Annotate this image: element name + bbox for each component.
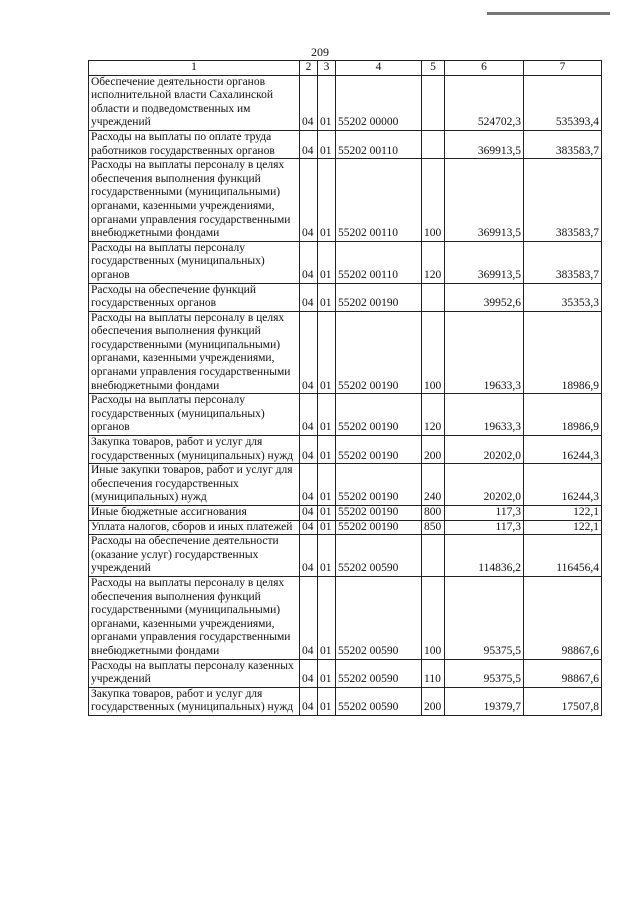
target-article-code: 55202 00110 bbox=[336, 159, 422, 242]
table-row bbox=[89, 130, 602, 158]
amount-col6: 524702,3 bbox=[445, 75, 524, 130]
expense-type-code: 200 bbox=[422, 687, 445, 715]
expense-type-code bbox=[422, 75, 445, 130]
section-code: 04 bbox=[300, 520, 318, 535]
expense-type-code: 110 bbox=[422, 659, 445, 687]
page-number: 209 bbox=[311, 45, 329, 59]
section-code: 04 bbox=[300, 535, 318, 577]
expense-type-code: 240 bbox=[422, 464, 445, 506]
table-row bbox=[89, 464, 602, 506]
column-header: 1 bbox=[89, 61, 300, 76]
expense-type-code: 120 bbox=[422, 241, 445, 283]
row-description: Расходы на обеспечение деятельности (оказание услуг) государственных учреждений bbox=[89, 535, 300, 577]
table-row bbox=[89, 283, 602, 311]
column-header: 3 bbox=[318, 61, 336, 76]
amount-col6: 369913,5 bbox=[445, 159, 524, 242]
target-article-code: 55202 00110 bbox=[336, 241, 422, 283]
row-description: Расходы на обеспечение функций государственных органов bbox=[89, 283, 300, 311]
subsection-code: 01 bbox=[318, 576, 336, 659]
column-header: 4 bbox=[336, 61, 422, 76]
table-row bbox=[89, 659, 602, 687]
subsection-code: 01 bbox=[318, 394, 336, 436]
subsection-code: 01 bbox=[318, 520, 336, 535]
amount-col6: 114836,2 bbox=[445, 535, 524, 577]
amount-col7: 16244,3 bbox=[524, 464, 602, 506]
table-row bbox=[89, 159, 602, 242]
amount-col6: 19633,3 bbox=[445, 394, 524, 436]
amount-col7: 122,1 bbox=[524, 506, 602, 521]
section-code: 04 bbox=[300, 659, 318, 687]
subsection-code: 01 bbox=[318, 75, 336, 130]
target-article-code: 55202 00110 bbox=[336, 130, 422, 158]
subsection-code: 01 bbox=[318, 283, 336, 311]
subsection-code: 01 bbox=[318, 159, 336, 242]
row-description: Расходы на выплаты персоналу казенных учреждений bbox=[89, 659, 300, 687]
amount-col7: 17507,8 bbox=[524, 687, 602, 715]
target-article-code: 55202 00590 bbox=[336, 576, 422, 659]
amount-col6: 369913,5 bbox=[445, 130, 524, 158]
column-header: 5 bbox=[422, 61, 445, 76]
subsection-code: 01 bbox=[318, 436, 336, 464]
table-row bbox=[89, 394, 602, 436]
column-header: 6 bbox=[445, 61, 524, 76]
amount-col7: 535393,4 bbox=[524, 75, 602, 130]
column-header: 7 bbox=[524, 61, 602, 76]
section-code: 04 bbox=[300, 687, 318, 715]
row-description: Закупка товаров, работ и услуг для государственных (муниципальных) нужд bbox=[89, 436, 300, 464]
target-article-code: 55202 00590 bbox=[336, 659, 422, 687]
section-code: 04 bbox=[300, 311, 318, 394]
amount-col7: 18986,9 bbox=[524, 394, 602, 436]
amount-col7: 98867,6 bbox=[524, 659, 602, 687]
target-article-code: 55202 00190 bbox=[336, 311, 422, 394]
row-description: Расходы на выплаты по оплате труда работников государственных органов bbox=[89, 130, 300, 158]
target-article-code: 55202 00590 bbox=[336, 535, 422, 577]
target-article-code: 55202 00190 bbox=[336, 283, 422, 311]
table-row bbox=[89, 311, 602, 394]
section-code: 04 bbox=[300, 576, 318, 659]
target-article-code: 55202 00190 bbox=[336, 394, 422, 436]
expense-type-code bbox=[422, 130, 445, 158]
expense-type-code bbox=[422, 535, 445, 577]
expense-type-code: 850 bbox=[422, 520, 445, 535]
expense-type-code: 200 bbox=[422, 436, 445, 464]
expense-type-code: 100 bbox=[422, 159, 445, 242]
amount-col7: 122,1 bbox=[524, 520, 602, 535]
table-row bbox=[89, 75, 602, 130]
target-article-code: 55202 00190 bbox=[336, 506, 422, 521]
amount-col6: 20202,0 bbox=[445, 464, 524, 506]
amount-col6: 39952,6 bbox=[445, 283, 524, 311]
target-article-code: 55202 00190 bbox=[336, 436, 422, 464]
amount-col7: 383583,7 bbox=[524, 130, 602, 158]
amount-col7: 18986,9 bbox=[524, 311, 602, 394]
column-header: 2 bbox=[300, 61, 318, 76]
amount-col6: 20202,0 bbox=[445, 436, 524, 464]
subsection-code: 01 bbox=[318, 535, 336, 577]
table-body bbox=[89, 75, 602, 715]
row-description: Уплата налогов, сборов и иных платежей bbox=[89, 520, 300, 535]
amount-col7: 116456,4 bbox=[524, 535, 602, 577]
section-code: 04 bbox=[300, 464, 318, 506]
amount-col6: 117,3 bbox=[445, 506, 524, 521]
amount-col6: 117,3 bbox=[445, 520, 524, 535]
row-description: Иные бюджетные ассигнования bbox=[89, 506, 300, 521]
target-article-code: 55202 00590 bbox=[336, 687, 422, 715]
row-description: Расходы на выплаты персоналу в целях обеспечения выполнения функций государственными (муниципальными) органами, казенными учреждениями, органами управления государственными внебюджетными фондами bbox=[89, 311, 300, 394]
expense-type-code: 800 bbox=[422, 506, 445, 521]
target-article-code: 55202 00190 bbox=[336, 464, 422, 506]
amount-col6: 19379,7 bbox=[445, 687, 524, 715]
table-row bbox=[89, 687, 602, 715]
amount-col7: 98867,6 bbox=[524, 576, 602, 659]
subsection-code: 01 bbox=[318, 464, 336, 506]
amount-col6: 19633,3 bbox=[445, 311, 524, 394]
amount-col7: 383583,7 bbox=[524, 241, 602, 283]
row-description: Расходы на выплаты персоналу государственных (муниципальных) органов bbox=[89, 241, 300, 283]
table-row bbox=[89, 535, 602, 577]
section-code: 04 bbox=[300, 436, 318, 464]
row-description: Иные закупки товаров, работ и услуг для обеспечения государственных (муниципальных) нужд bbox=[89, 464, 300, 506]
target-article-code: 55202 00190 bbox=[336, 520, 422, 535]
subsection-code: 01 bbox=[318, 506, 336, 521]
table-row bbox=[89, 576, 602, 659]
amount-col6: 369913,5 bbox=[445, 241, 524, 283]
section-code: 04 bbox=[300, 283, 318, 311]
amount-col6: 95375,5 bbox=[445, 659, 524, 687]
row-description: Расходы на выплаты персоналу в целях обеспечения выполнения функций государственными (муниципальными) органами, казенными учреждениями, органами управления государственными внебюджетными фондами bbox=[89, 576, 300, 659]
column-number-row bbox=[89, 61, 602, 76]
scan-artifact-line bbox=[487, 12, 610, 15]
expense-type-code: 100 bbox=[422, 576, 445, 659]
amount-col7: 16244,3 bbox=[524, 436, 602, 464]
subsection-code: 01 bbox=[318, 311, 336, 394]
amount-col7: 35353,3 bbox=[524, 283, 602, 311]
budget-table bbox=[88, 60, 602, 716]
row-description: Обеспечение деятельности органов исполнительной власти Сахалинской области и подведомственных им учреждений bbox=[89, 75, 300, 130]
subsection-code: 01 bbox=[318, 241, 336, 283]
section-code: 04 bbox=[300, 159, 318, 242]
expense-type-code: 100 bbox=[422, 311, 445, 394]
row-description: Расходы на выплаты персоналу государственных (муниципальных) органов bbox=[89, 394, 300, 436]
section-code: 04 bbox=[300, 130, 318, 158]
section-code: 04 bbox=[300, 394, 318, 436]
amount-col6: 95375,5 bbox=[445, 576, 524, 659]
expense-type-code bbox=[422, 283, 445, 311]
subsection-code: 01 bbox=[318, 687, 336, 715]
section-code: 04 bbox=[300, 75, 318, 130]
table-row bbox=[89, 506, 602, 521]
row-description: Расходы на выплаты персоналу в целях обеспечения выполнения функций государственными (муниципальными) органами, казенными учреждениями, органами управления государственными внебюджетными фондами bbox=[89, 159, 300, 242]
row-description: Закупка товаров, работ и услуг для государственных (муниципальных) нужд bbox=[89, 687, 300, 715]
amount-col7: 383583,7 bbox=[524, 159, 602, 242]
section-code: 04 bbox=[300, 241, 318, 283]
table-row bbox=[89, 436, 602, 464]
subsection-code: 01 bbox=[318, 659, 336, 687]
expense-type-code: 120 bbox=[422, 394, 445, 436]
table-row bbox=[89, 520, 602, 535]
section-code: 04 bbox=[300, 506, 318, 521]
target-article-code: 55202 00000 bbox=[336, 75, 422, 130]
subsection-code: 01 bbox=[318, 130, 336, 158]
table-row bbox=[89, 241, 602, 283]
